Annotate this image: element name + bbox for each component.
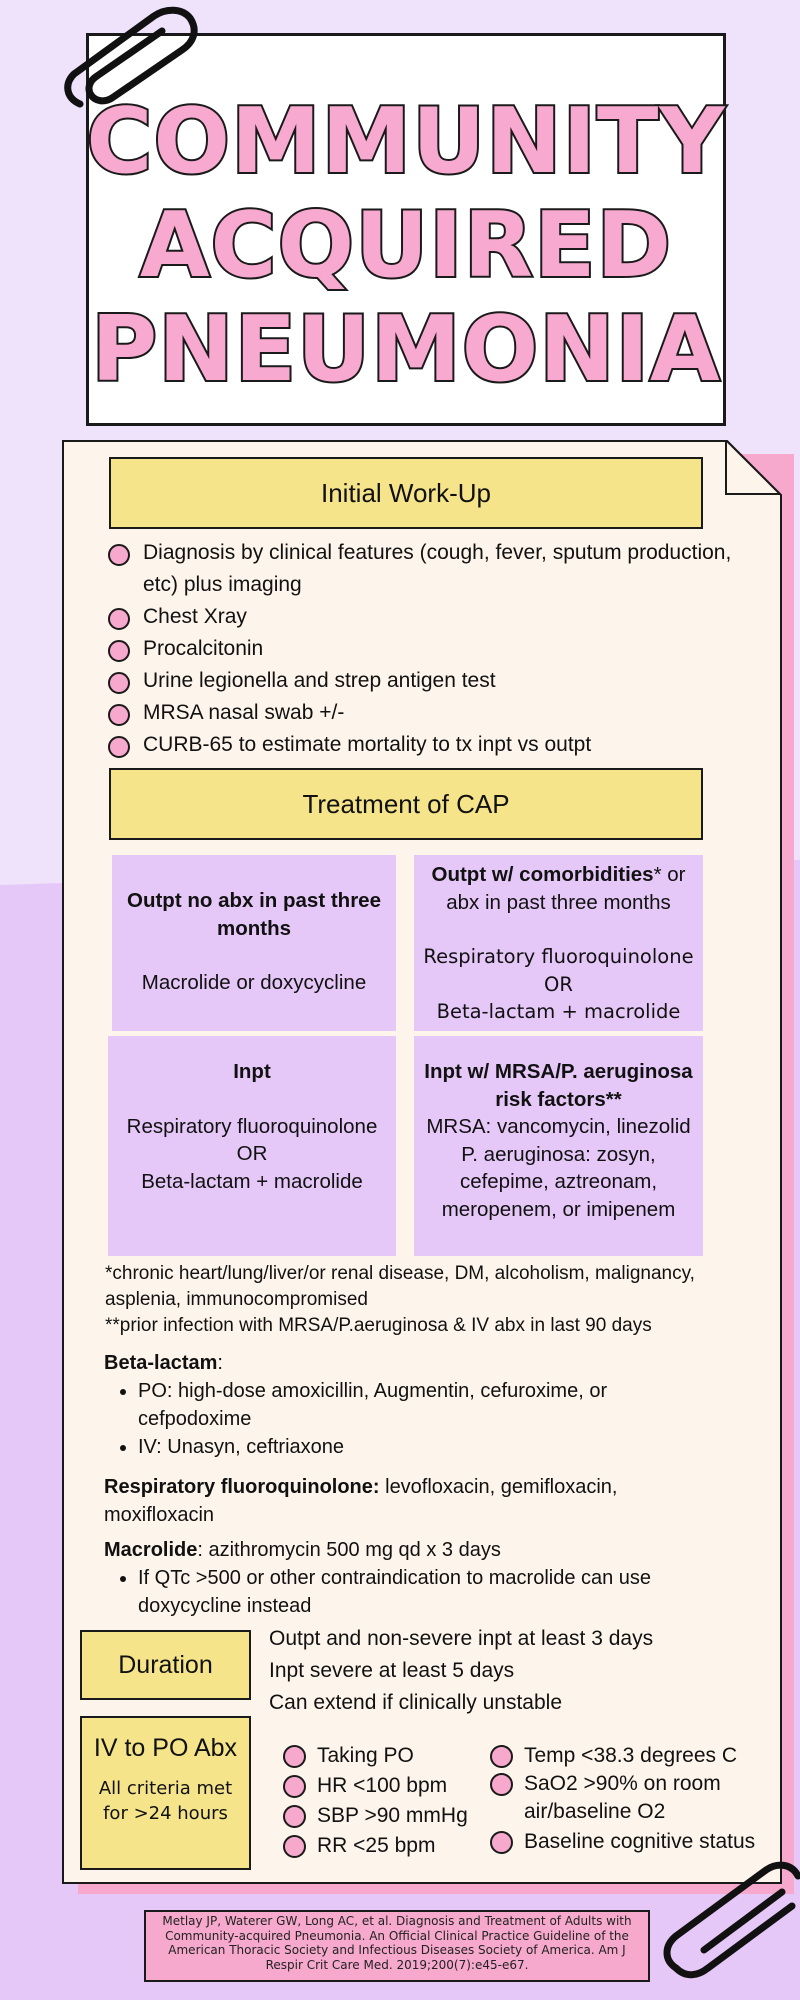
treatment-footnotes <box>105 1261 745 1339</box>
page-title <box>86 90 726 402</box>
macrolide-list <box>138 1564 704 1620</box>
list-item: Chest Xray <box>108 601 748 633</box>
bullet-dot-icon <box>490 1831 513 1854</box>
beta-lactam-list <box>138 1377 754 1461</box>
workup-heading: Initial Work-Up <box>109 457 703 529</box>
list-item: Diagnosis by clinical features (cough, fever, sputum production, etc) plus imaging <box>108 537 748 600</box>
list-item: MRSA nasal swab +/- <box>108 697 748 729</box>
iv-to-po-heading: IV to PO Abx <box>93 1734 238 1762</box>
criteria-item: HR <100 bpm <box>283 1772 447 1800</box>
duration-heading: Duration <box>80 1630 251 1700</box>
list-item: • If QTc >500 or other contraindication to macrolide can use doxycycline instead <box>138 1564 704 1620</box>
footnote: *chronic heart/lung/liver/or renal disease, DM, alcoholism, malignancy, asplenia, immunocompromised <box>105 1263 695 1310</box>
bullet-dot-icon <box>108 640 130 662</box>
treatment-cell-outpt: Outpt no abx in past three months Macrolide or doxycycline <box>112 855 396 1031</box>
treatment-cell-outpt-comorbid: Outpt w/ comorbidities* or abx in past three months Respiratory fluoroquinolone OR Beta-lactam + macrolide <box>414 855 703 1031</box>
criteria-item: RR <25 bpm <box>283 1832 435 1860</box>
criteria-item: Temp <38.3 degrees C <box>490 1742 780 1770</box>
bullet-dot-icon <box>283 1805 306 1828</box>
title-line: PNEUMONIA <box>91 297 721 402</box>
duration-line: Inpt severe at least 5 days <box>269 1659 515 1682</box>
macrolide-section: Macrolide: azithromycin 500 mg qd x 3 days • If QTc >500 or other contraindication to macrolide can use doxycycline instead <box>104 1536 704 1620</box>
bullet-dot-icon <box>108 672 130 694</box>
list-item: • IV: Unasyn, ceftriaxone <box>138 1433 754 1461</box>
workup-list <box>108 537 748 761</box>
reference-citation: Metlay JP, Waterer GW, Long AC, et al. Diagnosis and Treatment of Adults with Community-acquired Pneumonia. An Official Clinical Practice Guideline of the American Thoracic Society and Infectious Diseases Society of America. Am J Respir Crit Care Med. 2019;200(7):e45-e67. <box>144 1910 650 1982</box>
page-fold-icon <box>724 440 782 496</box>
title-line: ACQUIRED <box>139 193 673 298</box>
paperclip-icon <box>62 6 202 114</box>
criteria-item: Baseline cognitive status <box>490 1828 780 1856</box>
bullet-dot-icon <box>108 608 130 630</box>
list-item: Procalcitonin <box>108 633 748 665</box>
duration-line: Outpt and non-severe inpt at least 3 days <box>269 1627 654 1650</box>
bullet-dot-icon <box>108 704 130 726</box>
iv-to-po-box <box>80 1716 251 1870</box>
bullet-dot-icon <box>108 544 130 566</box>
list-item: CURB-65 to estimate mortality to tx inpt vs outpt <box>108 729 748 761</box>
treatment-cell-inpt: Inpt Respiratory fluoroquinolone OR Beta-lactam + macrolide <box>108 1036 396 1256</box>
criteria-item: Taking PO <box>283 1742 414 1770</box>
treatment-heading: Treatment of CAP <box>109 768 703 840</box>
footnote: **prior infection with MRSA/P.aeruginosa & IV abx in last 90 days <box>105 1315 652 1336</box>
bullet-dot-icon <box>283 1835 306 1858</box>
bullet-dot-icon <box>283 1745 306 1768</box>
beta-lactam-section: Beta-lactam: • PO: high-dose amoxicillin, Augmentin, cefuroxime, or cefpodoxime • IV: Unasyn, ceftriaxone <box>104 1349 754 1461</box>
bullet-dot-icon <box>283 1775 306 1798</box>
list-item: • PO: high-dose amoxicillin, Augmentin, cefuroxime, or cefpodoxime <box>138 1377 754 1433</box>
bullet-dot-icon <box>490 1745 513 1768</box>
duration-line: Can extend if clinically unstable <box>269 1691 562 1714</box>
treatment-cell-inpt-mrsa: Inpt w/ MRSA/P. aeruginosa risk factors** MRSA: vancomycin, linezolid P. aeruginosa: zosyn, cefepime, aztreonam, meropenem, or imipenem <box>414 1036 703 1256</box>
paperclip-icon <box>662 1850 800 1980</box>
criteria-item: SBP >90 mmHg <box>283 1802 468 1830</box>
list-item: Urine legionella and strep antigen test <box>108 665 748 697</box>
bullet-dot-icon <box>108 736 130 758</box>
criteria-item: SaO2 >90% on room air/baseline O2 <box>490 1770 740 1826</box>
fluoroquinolone-section: Respiratory fluoroquinolone: levofloxacin, gemifloxacin, moxifloxacin <box>104 1476 618 1526</box>
iv-criteria-left <box>283 1742 483 1882</box>
title-line: COMMUNITY <box>86 89 726 194</box>
duration-lines <box>269 1623 653 1719</box>
bullet-dot-icon <box>490 1773 513 1796</box>
iv-to-po-subheading: All criteria met for >24 hours <box>98 1778 233 1824</box>
